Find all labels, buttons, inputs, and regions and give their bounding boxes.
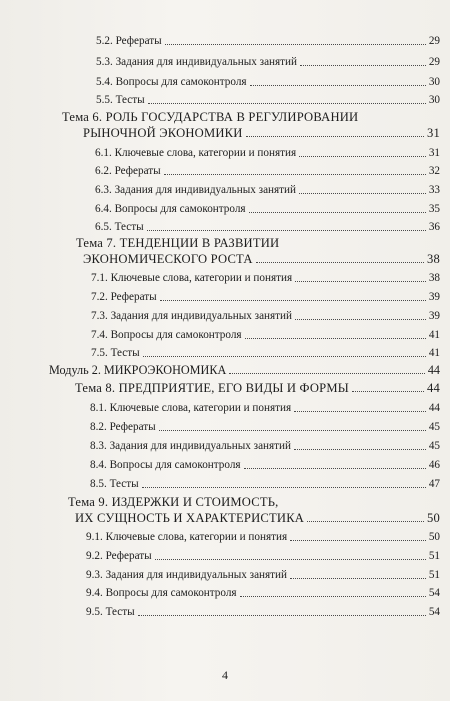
toc-entry-label: 8.4. Вопросы для самоконтроля	[90, 459, 241, 471]
toc-entry	[91, 272, 440, 285]
leader-dots	[295, 319, 426, 320]
toc-entry-page: 54	[428, 606, 440, 618]
toc-heading-line1: Тема 6. РОЛЬ ГОСУДАРСТВА В РЕГУЛИРОВАНИИ	[62, 110, 359, 124]
toc-entry	[96, 56, 440, 69]
leader-dots	[164, 174, 426, 175]
leader-dots	[159, 430, 426, 431]
toc-entry-label: 8.3. Задания для индивидуальных занятий	[90, 440, 292, 452]
toc-entry-label: 7.3. Задания для индивидуальных занятий	[91, 310, 293, 322]
leader-dots	[249, 212, 426, 213]
toc-entry-label: 6.2. Рефераты	[95, 165, 161, 177]
toc-entry-page: 32	[428, 165, 440, 177]
toc-entry	[86, 550, 440, 563]
toc-entry-page: 29	[428, 56, 440, 68]
toc-entry-page: 45	[428, 421, 440, 433]
toc-entry-page: 51	[428, 569, 440, 581]
toc-entry-page: 38	[428, 272, 440, 284]
toc-entry	[91, 347, 440, 360]
toc-heading-label: ЭКОНОМИЧЕСКОГО РОСТА	[83, 252, 253, 266]
toc-entry-label: 8.1. Ключевые слова, категории и понятия	[90, 402, 292, 414]
toc-heading	[75, 512, 440, 525]
page-number: 4	[222, 668, 228, 682]
toc-entry-page: 31	[428, 147, 440, 159]
leader-dots	[245, 338, 426, 339]
toc-entry-label: 7.4. Вопросы для самоконтроля	[91, 329, 242, 341]
toc-entry-label: 9.2. Рефераты	[86, 550, 152, 562]
toc-entry-label: 5.4. Вопросы для самоконтроля	[96, 76, 247, 88]
leader-dots	[142, 487, 426, 488]
toc-entry-label: 9.4. Вопросы для самоконтроля	[86, 587, 237, 599]
toc-entry-page: 45	[428, 440, 440, 452]
toc-heading	[83, 253, 440, 266]
toc-entry-page: 39	[428, 310, 440, 322]
toc-entry	[96, 94, 440, 107]
leader-dots	[143, 356, 426, 357]
toc-entry	[95, 184, 440, 197]
toc-entry-page: 41	[428, 347, 440, 359]
toc-entry-page: 39	[428, 291, 440, 303]
toc-entry-label: 5.2. Рефераты	[96, 35, 162, 47]
toc-entry-label: 8.5. Тесты	[90, 478, 139, 490]
toc-entry-label: 8.2. Рефераты	[90, 421, 156, 433]
toc-entry-page: 44	[427, 381, 440, 395]
toc-entry	[86, 569, 440, 582]
toc-entry-label: 5.3. Задания для индивидуальных занятий	[96, 56, 298, 68]
leader-dots	[294, 411, 426, 412]
leader-dots	[240, 596, 426, 597]
toc-entry	[91, 310, 440, 323]
leader-dots	[294, 449, 426, 450]
toc-entry-page: 44	[427, 363, 440, 377]
toc-module-label: Модуль 2. МИКРОЭКОНОМИКА	[49, 363, 227, 377]
leader-dots	[244, 468, 426, 469]
toc-entry	[91, 329, 440, 342]
toc-entry-label: 7.2. Рефераты	[91, 291, 157, 303]
toc-entry-page: 51	[428, 550, 440, 562]
leader-dots	[256, 262, 424, 263]
leader-dots	[147, 230, 426, 231]
toc-entry	[95, 221, 440, 234]
toc-entry	[90, 459, 440, 472]
leader-dots	[138, 615, 426, 616]
toc-entry-page: 38	[427, 252, 440, 266]
leader-dots	[352, 391, 424, 392]
toc-entry-page: 44	[428, 402, 440, 414]
toc-entry-page: 46	[428, 459, 440, 471]
toc-entry	[90, 440, 440, 453]
toc-entry-page: 47	[428, 478, 440, 490]
toc-entry	[90, 478, 440, 491]
leader-dots	[148, 103, 426, 104]
leader-dots	[246, 136, 424, 137]
leader-dots	[250, 85, 426, 86]
leader-dots	[295, 281, 426, 282]
leader-dots	[155, 559, 426, 560]
leader-dots	[160, 300, 426, 301]
leader-dots	[299, 193, 426, 194]
toc-entry-label: 6.4. Вопросы для самоконтроля	[95, 203, 246, 215]
toc-entry	[90, 421, 440, 434]
leader-dots	[229, 373, 425, 374]
toc-entry-label: 9.1. Ключевые слова, категории и понятия	[86, 531, 288, 543]
toc-entry	[95, 165, 440, 178]
toc-entry-page: 31	[427, 126, 440, 140]
toc-heading	[83, 127, 440, 140]
leader-dots	[290, 578, 426, 579]
toc-entry	[86, 606, 440, 619]
toc-entry-label: 6.3. Задания для индивидуальных занятий	[95, 184, 297, 196]
toc-entry-page: 35	[428, 203, 440, 215]
leader-dots	[299, 156, 426, 157]
toc-entry-page: 50	[428, 531, 440, 543]
toc-entry-label: 9.3. Задания для индивидуальных занятий	[86, 569, 288, 581]
toc-entry-page: 41	[428, 329, 440, 341]
toc-entry-page: 33	[428, 184, 440, 196]
toc-entry	[95, 147, 440, 160]
toc-entry	[86, 531, 440, 544]
toc-entry-page: 30	[428, 76, 440, 88]
leader-dots	[290, 540, 426, 541]
leader-dots	[165, 44, 426, 45]
toc-heading-line1: Тема 7. ТЕНДЕНЦИИ В РАЗВИТИИ	[76, 236, 280, 250]
toc-entry	[96, 35, 440, 48]
toc-module	[49, 364, 440, 377]
toc-entry	[86, 587, 440, 600]
toc-entry-page: 30	[428, 94, 440, 106]
toc-entry	[91, 291, 440, 304]
toc-entry	[95, 203, 440, 216]
toc-entry-label: 7.1. Ключевые слова, категории и понятия	[91, 272, 293, 284]
leader-dots	[300, 65, 426, 66]
toc-entry	[90, 402, 440, 415]
toc-entry-label: 6.1. Ключевые слова, категории и понятия	[95, 147, 297, 159]
toc-heading-label: РЫНОЧНОЙ ЭКОНОМИКИ	[83, 126, 243, 140]
toc-entry-page: 54	[428, 587, 440, 599]
toc-entry-page: 36	[428, 221, 440, 233]
toc-entry-label: 5.5. Тесты	[96, 94, 145, 106]
toc-entry	[96, 76, 440, 89]
toc-entry-label: 6.5. Тесты	[95, 221, 144, 233]
toc-heading-line1: Тема 9. ИЗДЕРЖКИ И СТОИМОСТЬ,	[68, 495, 279, 509]
toc-heading-label: ИХ СУЩНОСТЬ И ХАРАКТЕРИСТИКА	[75, 511, 305, 525]
toc-entry-label: 7.5. Тесты	[91, 347, 140, 359]
toc-heading	[75, 382, 440, 395]
toc-heading-label: Тема 8. ПРЕДПРИЯТИЕ, ЕГО ВИДЫ И ФОРМЫ	[75, 381, 349, 395]
leader-dots	[307, 521, 424, 522]
toc-entry-label: 9.5. Тесты	[86, 606, 135, 618]
toc-entry-page: 29	[428, 35, 440, 47]
toc-entry-page: 50	[427, 511, 440, 525]
